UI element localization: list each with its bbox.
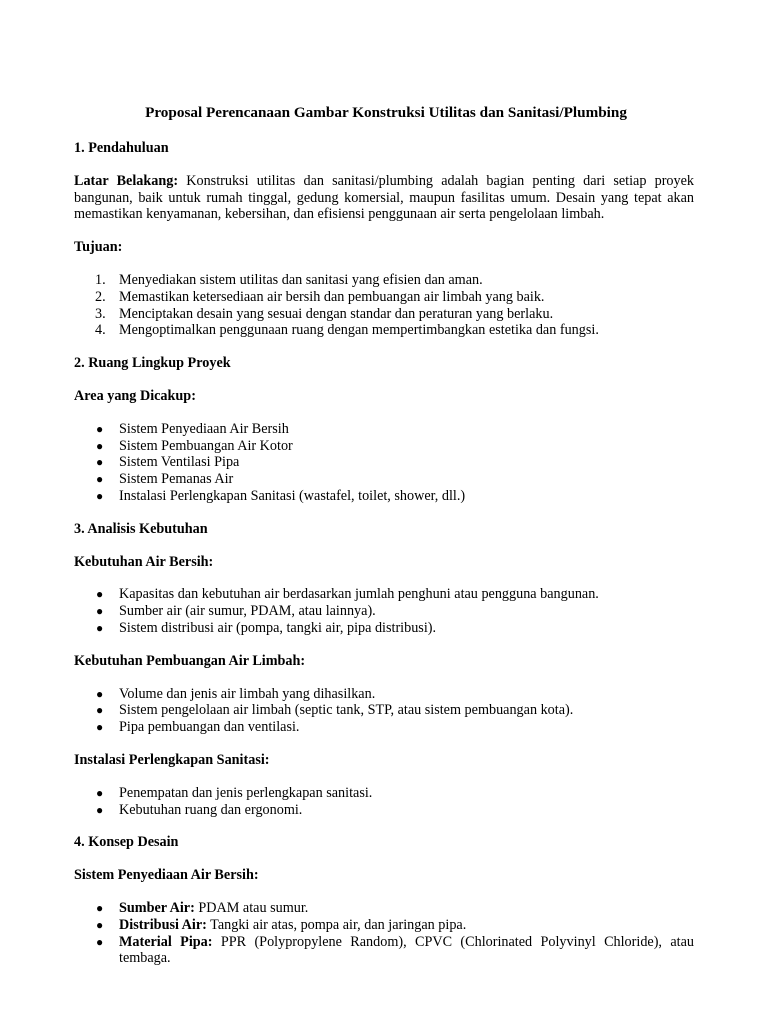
bullet-icon: ●	[96, 934, 104, 949]
list-item	[74, 603, 694, 620]
bullet-icon: ●	[96, 455, 104, 470]
document-title: Proposal Perencanaan Gambar Konstruksi Utilitas dan Sanitasi/Plumbing	[145, 104, 627, 121]
area-heading: Area yang Dicakup:	[74, 387, 196, 404]
list-item	[74, 306, 694, 323]
section-heading-pendahuluan: 1. Pendahuluan	[74, 140, 169, 156]
list-item-text: Menyediakan sistem utilitas dan sanitasi yang efisien dan aman.	[119, 271, 483, 288]
list-item	[74, 438, 694, 455]
bullet-icon: ●	[96, 785, 104, 800]
bullet-icon: ●	[96, 587, 104, 602]
list-item-text: Sistem pengelolaan air limbah (septic tank, STP, atau sistem pembuangan kota).	[119, 702, 574, 719]
list-item	[74, 454, 694, 471]
list-item-text: PPR (Polypropylene Random), CPVC (Chlorinated Polyvinyl Chloride), atau tembaga.	[119, 933, 694, 967]
air-bersih-list	[74, 586, 694, 636]
document-page	[74, 104, 694, 983]
latar-belakang-label: Latar Belakang:	[74, 172, 179, 189]
list-item-text: Memastikan ketersediaan air bersih dan pembuangan air limbah yang baik.	[119, 288, 545, 305]
air-bersih-heading: Kebutuhan Air Bersih:	[74, 553, 214, 570]
list-item-text: PDAM atau sumur.	[194, 899, 309, 916]
bullet-icon: ●	[96, 802, 104, 817]
section-heading-ruang-lingkup: 2. Ruang Lingkup Proyek	[74, 355, 231, 372]
section-heading-konsep: 4. Konsep Desain	[74, 834, 179, 851]
list-item	[74, 934, 694, 968]
section-heading-analisis: 3. Analisis Kebutuhan	[74, 520, 208, 537]
list-number: 1.	[95, 271, 106, 288]
list-item-label: Sumber Air:	[119, 899, 195, 916]
list-item	[74, 289, 694, 306]
list-item	[74, 488, 694, 505]
latar-belakang-paragraph	[74, 173, 694, 223]
list-item-text: Sistem Pemanas Air	[119, 471, 234, 488]
area-list	[74, 421, 694, 505]
list-item	[74, 686, 694, 703]
list-item	[74, 702, 694, 719]
list-item	[74, 322, 694, 339]
bullet-icon: ●	[96, 488, 104, 503]
bullet-icon: ●	[96, 604, 104, 619]
list-item-text: Mengoptimalkan penggunaan ruang dengan mempertimbangkan estetika dan fungsi.	[119, 322, 599, 339]
list-item	[74, 917, 694, 934]
list-item	[74, 586, 694, 603]
sanitasi-heading: Instalasi Perlengkapan Sanitasi:	[74, 751, 270, 768]
bullet-icon: ●	[96, 686, 104, 701]
bullet-icon: ●	[96, 620, 104, 635]
bullet-icon: ●	[96, 917, 104, 932]
list-item-text: Pipa pembuangan dan ventilasi.	[119, 719, 300, 736]
list-item	[74, 620, 694, 637]
list-item-text: Sumber air (air sumur, PDAM, atau lainnya).	[119, 603, 376, 620]
list-item-text: Kebutuhan ruang dan ergonomi.	[119, 801, 303, 818]
list-item	[74, 802, 694, 819]
tujuan-heading: Tujuan:	[74, 239, 123, 256]
list-item	[74, 421, 694, 438]
konsep-list	[74, 900, 694, 967]
list-item-text: Volume dan jenis air limbah yang dihasilkan.	[119, 685, 376, 702]
bullet-icon: ●	[96, 900, 104, 915]
tujuan-list	[74, 272, 694, 339]
list-item-text: Penempatan dan jenis perlengkapan sanitasi.	[119, 784, 373, 801]
list-item-text: Instalasi Perlengkapan Sanitasi (wastafel, toilet, shower, dll.)	[119, 487, 466, 504]
bullet-icon: ●	[96, 438, 104, 453]
penyediaan-air-heading: Sistem Penyediaan Air Bersih:	[74, 867, 259, 884]
list-item-text: Sistem Ventilasi Pipa	[119, 454, 240, 471]
bullet-icon: ●	[96, 472, 104, 487]
list-item	[74, 719, 694, 736]
list-item-text: Kapasitas dan kebutuhan air berdasarkan jumlah penghuni atau pengguna bangunan.	[119, 586, 599, 603]
list-item-text: Sistem Pembuangan Air Kotor	[119, 437, 293, 454]
list-number: 3.	[95, 305, 106, 322]
list-number: 2.	[95, 288, 106, 305]
bullet-icon: ●	[96, 703, 104, 718]
list-item-text: Menciptakan desain yang sesuai dengan standar dan peraturan yang berlaku.	[119, 305, 554, 322]
list-item-label: Distribusi Air:	[119, 916, 207, 933]
list-item-text: Tangki air atas, pompa air, dan jaringan pipa.	[206, 916, 467, 933]
sanitasi-list	[74, 785, 694, 819]
list-item-text: Sistem distribusi air (pompa, tangki air, pipa distribusi).	[119, 619, 437, 636]
limbah-list	[74, 686, 694, 736]
limbah-heading: Kebutuhan Pembuangan Air Limbah:	[74, 652, 306, 669]
list-item-text: Sistem Penyediaan Air Bersih	[119, 420, 289, 437]
list-item	[74, 785, 694, 802]
list-item	[74, 471, 694, 488]
bullet-icon: ●	[96, 720, 104, 735]
list-item	[74, 272, 694, 289]
latar-belakang-text: Konstruksi utilitas dan sanitasi/plumbing adalah bagian penting dari setiap proyek bangunan, baik untuk rumah tinggal, gedung komersial, maupun fasilitas umum. Desain yang tepat akan memastikan kenyamanan, kebersihan, dan efisiensi penggunaan air serta pengelolaan limbah.	[74, 172, 694, 223]
bullet-icon: ●	[96, 421, 104, 436]
list-item-label: Material Pipa:	[119, 933, 213, 950]
list-number: 4.	[95, 322, 106, 339]
list-item	[74, 900, 694, 917]
